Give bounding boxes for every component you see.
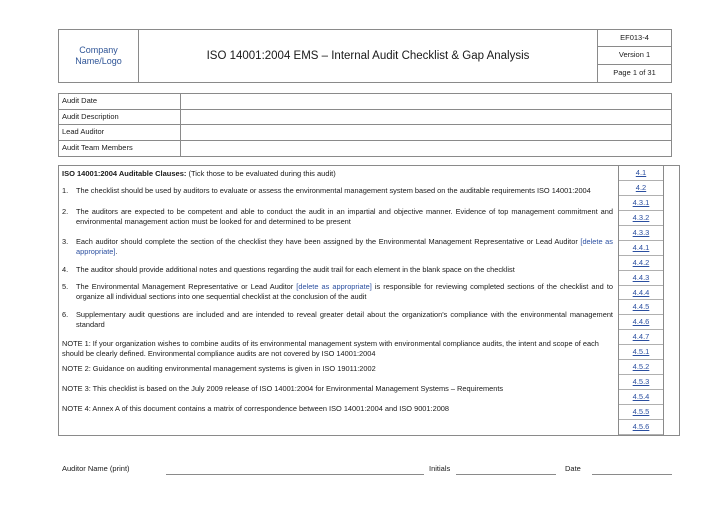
clause-link-4-4-5[interactable]: 4.4.5 [619,300,663,315]
item-number: 1. [62,186,69,195]
clause-link-4-3-2[interactable]: 4.3.2 [619,211,663,226]
initials-field[interactable] [456,474,556,475]
audit-date-field[interactable] [181,94,671,109]
clause-link-4-2[interactable]: 4.2 [619,181,663,196]
date-field[interactable] [592,474,672,475]
clause-links-column [619,166,664,435]
document-title: ISO 14001:2004 EMS – Internal Audit Checklist & Gap Analysis [206,50,530,62]
info-label: Audit Date [59,94,181,109]
item-text: The checklist should be used by auditors to evaluate or assess the environmental management system based on the auditable requirements ISO 14001:2004 [76,186,591,195]
item-number: 2. [62,207,69,216]
clause-link-4-3-3[interactable]: 4.3.3 [619,226,663,241]
clause-link-4-5-1[interactable]: 4.5.1 [619,345,663,360]
document-header [58,29,672,83]
note-3: NOTE 3: This checklist is based on the July 2009 release of ISO 14001:2004 for Environmental Management Systems – Requirements [62,384,504,393]
info-label: Audit Description [59,110,181,125]
item-text: Supplementary audit questions are included and are intended to reveal greater detail about the organization's compliance with the environmental management standard [76,310,613,329]
instruction-item [62,237,613,257]
logo-line-1: Company [79,45,118,55]
clauses-heading [62,169,336,178]
document-meta [597,30,671,82]
clause-link-4-1[interactable]: 4.1 [619,166,663,181]
item-number: 4. [62,265,69,274]
info-row-audit-description [59,110,671,126]
lead-auditor-field[interactable] [181,125,671,140]
item-number: 6. [62,310,69,319]
clauses-section [58,165,680,436]
initials-label: Initials [429,464,451,473]
info-row-audit-date [59,94,671,110]
clause-link-4-5-3[interactable]: 4.5.3 [619,375,663,390]
clause-link-4-3-1[interactable]: 4.3.1 [619,196,663,211]
clauses-instructions [59,166,619,435]
audit-description-field[interactable] [181,110,671,125]
clause-link-4-4-6[interactable]: 4.4.6 [619,315,663,330]
clauses-heading-rest: (Tick those to be evaluated during this audit) [186,169,336,178]
clause-link-4-4-7[interactable]: 4.4.7 [619,330,663,345]
instruction-item [62,207,613,227]
instruction-item [62,282,613,302]
info-label: Lead Auditor [59,125,181,140]
item-number: 3. [62,237,69,246]
clause-link-4-4-4[interactable]: 4.4.4 [619,286,663,301]
item-text: The auditors are expected to be competent and able to conduct the audit in an impartial and objective manner. Evidence of top management commitment and environmental management action must be looked for and determined to be present [76,207,613,226]
clause-link-4-5-5[interactable]: 4.5.5 [619,405,663,420]
item-text: Each auditor should complete the section of the checklist they have been assigned by the Environmental Management Representative or Lead Auditor [76,237,581,246]
note-1: NOTE 1: If your organization wishes to combine audits of its environmental management system with environmental compliance audits, the intent and scope of each should be clearly defined. Environmental compliance audits are not covered by ISO 14001:2004 [62,339,599,358]
item-number: 5. [62,282,69,291]
item-text: The Environmental Management Representative or Lead Auditor [76,282,297,291]
info-row-lead-auditor [59,125,671,141]
info-row-audit-team [59,141,671,157]
clause-link-4-4-2[interactable]: 4.4.2 [619,256,663,271]
audit-team-field[interactable] [181,141,671,157]
info-label: Audit Team Members [59,141,181,157]
clause-link-4-5-6[interactable]: 4.5.6 [619,420,663,435]
clause-link-4-4-3[interactable]: 4.4.3 [619,271,663,286]
clause-link-4-5-2[interactable]: 4.5.2 [619,360,663,375]
clause-link-4-4-1[interactable]: 4.4.1 [619,241,663,256]
note-2: NOTE 2: Guidance on auditing environmental management systems is given in ISO 19011:2002 [62,364,376,373]
instruction-item [62,186,613,196]
item-text: The auditor should provide additional notes and questions regarding the audit trail for each element in the blank space on the checklist [76,265,515,274]
item-text: . [115,247,118,256]
instruction-item [62,265,613,275]
clause-link-4-5-4[interactable]: 4.5.4 [619,390,663,405]
clauses-heading-bold: ISO 14001:2004 Auditable Clauses: [62,169,187,178]
item-placeholder-text: [delete as appropriate] [296,282,372,291]
note-4: NOTE 4: Annex A of this document contains a matrix of correspondence between ISO 14001:2004 and ISO 9001:2008 [62,404,450,413]
page-number: Page 1 of 31 [613,67,656,77]
item-placeholder-text: [delete as appropriate] [76,237,613,256]
logo-line-2: Name/Logo [75,56,122,66]
auditor-name-field[interactable] [166,474,424,475]
instruction-item [62,310,613,330]
auditor-name-label: Auditor Name (print) [62,464,130,473]
audit-info-table [58,93,672,157]
item-text: is responsible for reviewing completed sections of the checklist and to organize all individual sections into one sequential checklist at the conclusion of the audit [76,282,613,301]
date-label: Date [565,464,581,473]
company-logo-placeholder [59,30,139,82]
doc-id: EF013-4 [598,30,671,47]
doc-version: Version 1 [598,47,671,64]
